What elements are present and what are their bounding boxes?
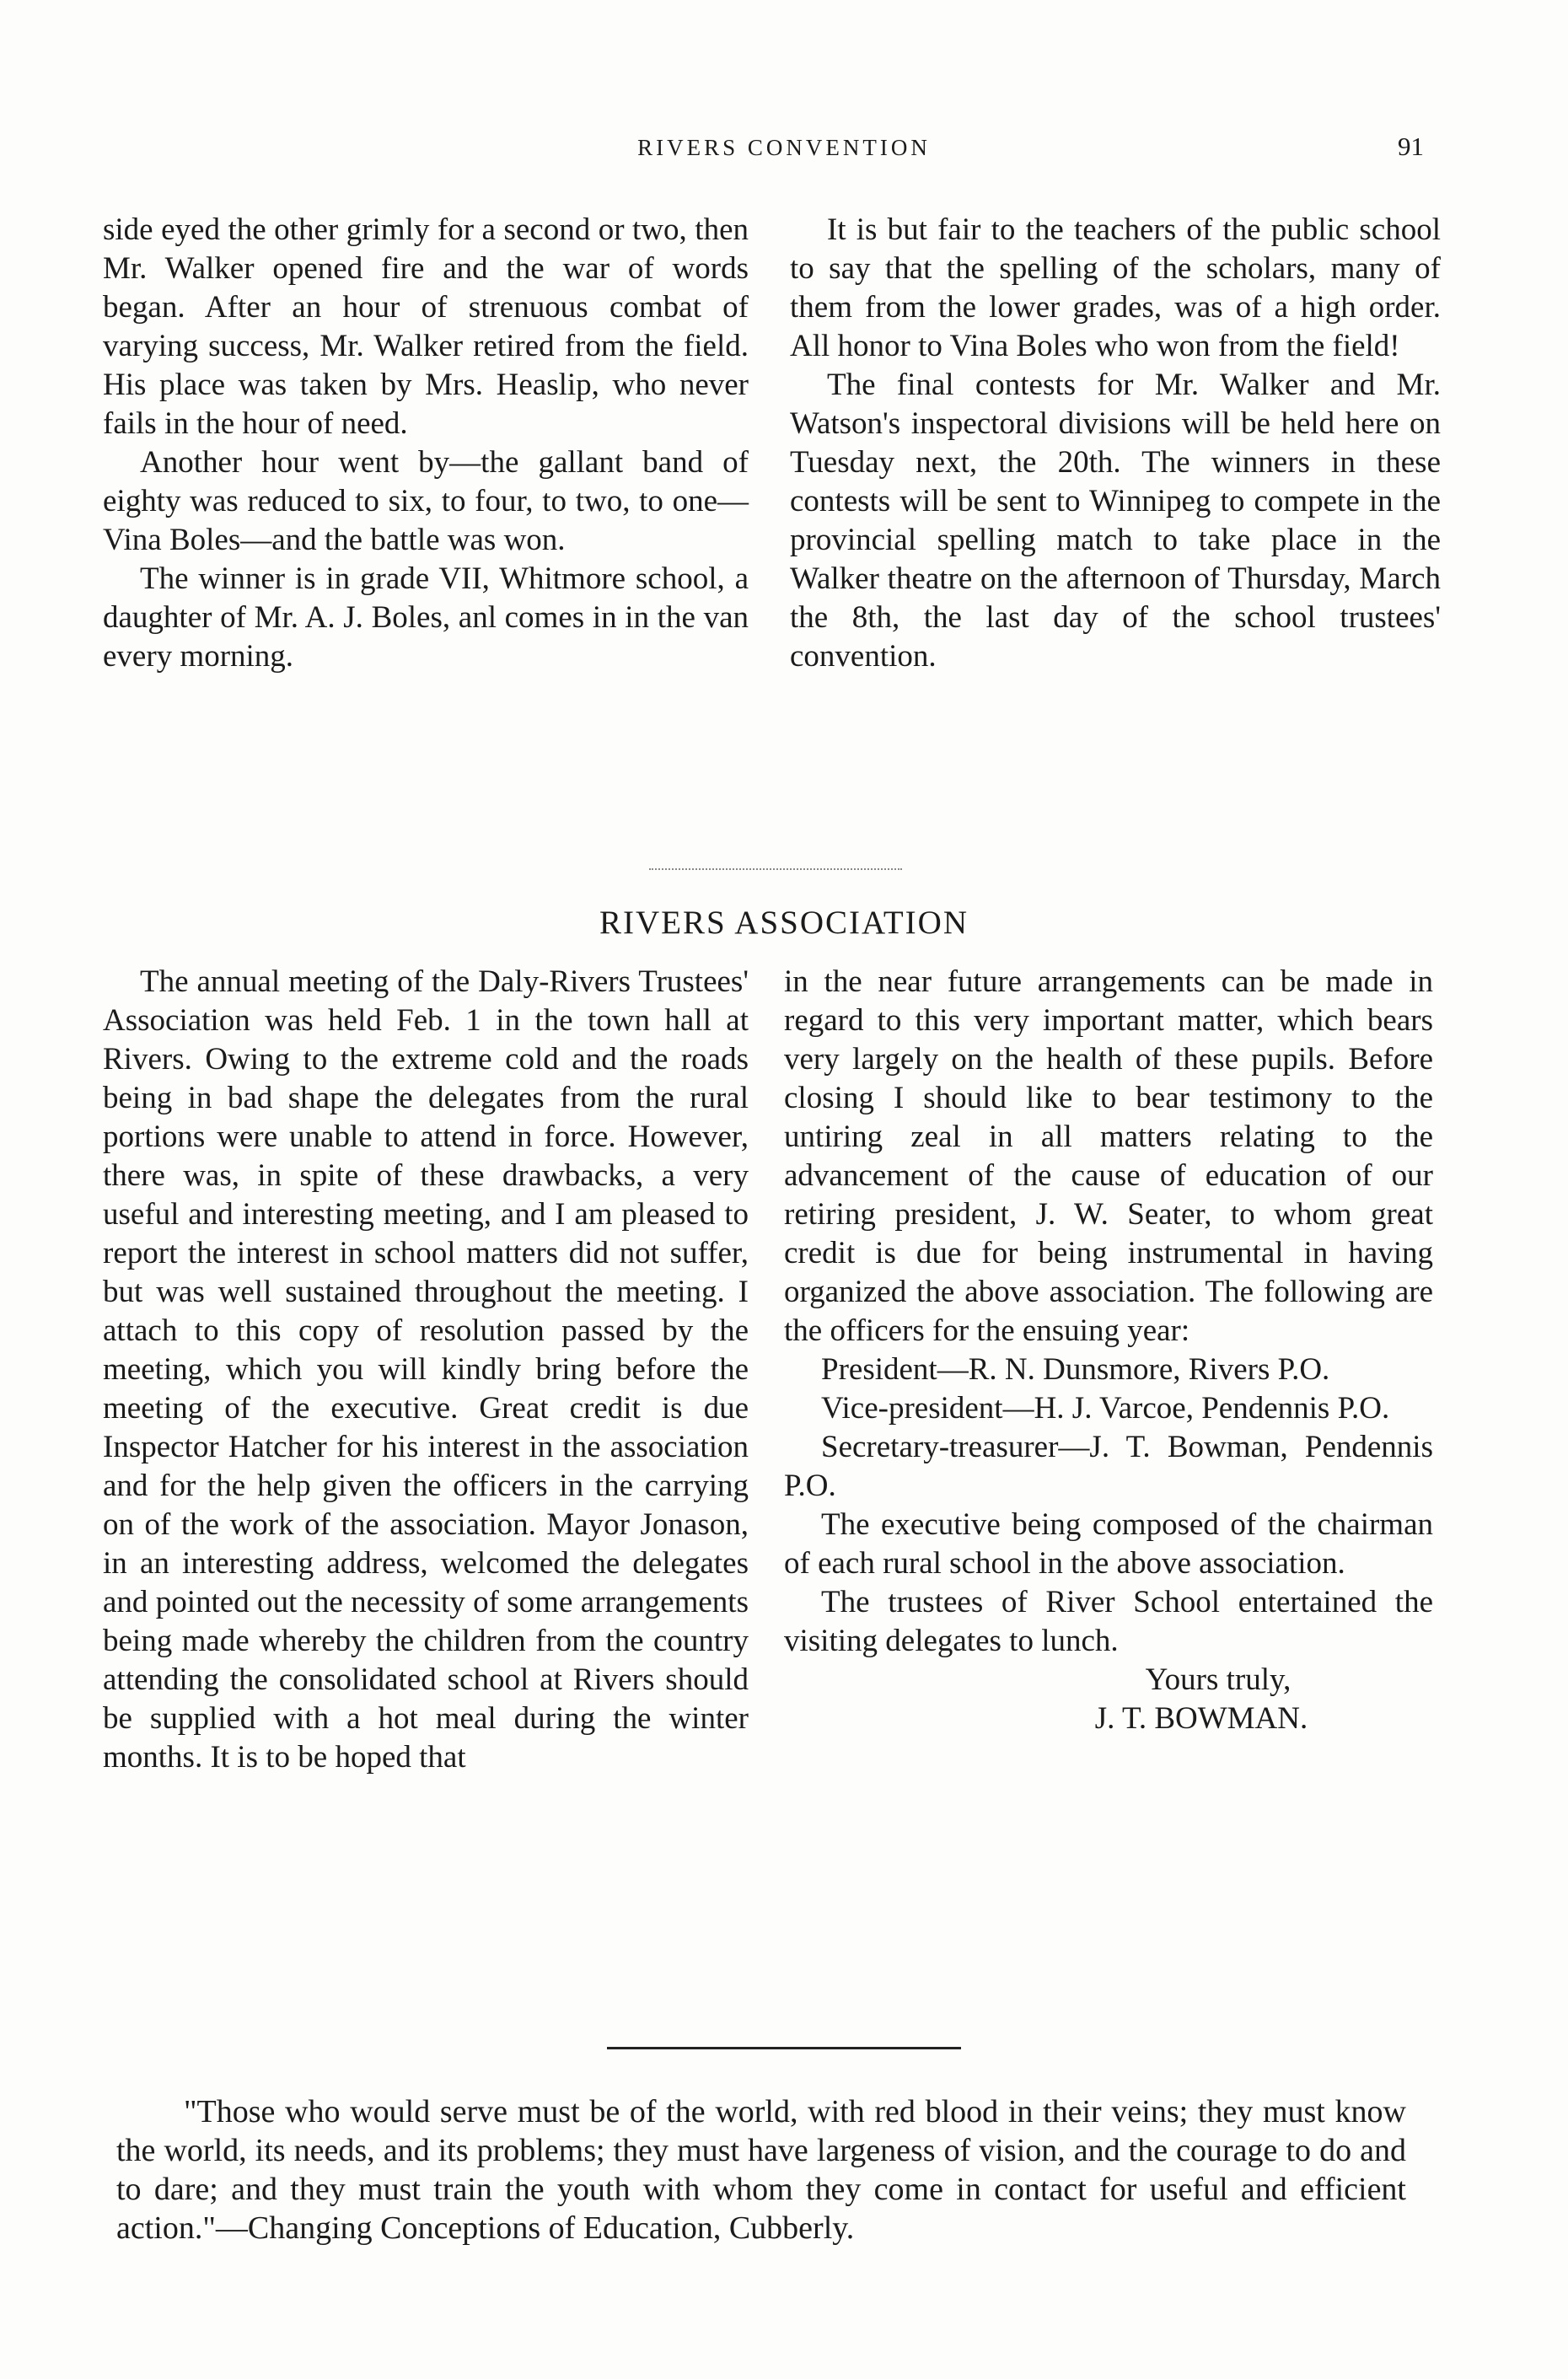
signoff: Yours truly, [1145, 1662, 1291, 1697]
closing-quote [116, 2092, 1406, 2247]
officer-entry: President—R. N. Dunsmore, Rivers P.O. [821, 1352, 1330, 1387]
officer-entry: Vice-president—H. J. Varcoe, Pendennis P.O. [821, 1391, 1390, 1426]
signature: J. T. BOWMAN. [1094, 1701, 1308, 1736]
spelling-article-right-column [790, 211, 1441, 676]
paragraph: The trustees of River School entertained the visiting delegates to lunch. [784, 1585, 1433, 1658]
paragraph: Another hour went by—the gallant band of eighty was reduced to six, to four, to two, to one—Vina Boles—and the battle was won. [103, 445, 749, 557]
paragraph: The executive being composed of the chairman of each rural school in the above association. [784, 1507, 1433, 1581]
association-article-right-column [784, 963, 1433, 1738]
officer-entry: Secretary-treasurer—J. T. Bowman, Pendennis P.O. [784, 1430, 1433, 1503]
article-title: RIVERS ASSOCIATION [599, 905, 969, 941]
quote-divider [607, 2047, 961, 2049]
quote-text: "Those who would serve must be of the world, with red blood in their veins; they must know the world, its needs, and its problems; they must have largeness of vision, and the courage to do and to dare; and they must train the youth with whom they come in contact for useful and efficient action."—Changing Conceptions of Education, Cubberly. [116, 2094, 1406, 2246]
paragraph: The annual meeting of the Daly-Rivers Trustees' Association was held Feb. 1 in the town hall at Rivers. Owing to the extreme cold and the roads being in bad shape the delegates from the rural portions were unable to attend in force. However, there was, in spite of these drawbacks, a very useful and interesting meeting, and I am pleased to report the interest in school matters did not suffer, but was well sustained throughout the meeting. I attach to this copy of resolution passed by the meeting, which you will kindly bring before the meeting of the executive. Great credit is due Inspector Hatcher for his interest in the association and for the help given the officers in the carrying on of the work of the association. Mayor Jonason, in an interesting address, welcomed the delegates and pointed out the necessity of some arrangements being made whereby the children from the country attending the consolidated school at Rivers should be supplied with a hot meal during the winter months. It is to be hoped that [103, 964, 749, 1775]
page-number: 91 [1398, 132, 1424, 161]
paragraph: in the near future arrangements can be made in regard to this very important matter, which bears very largely on the health of these pupils. Before closing I should like to bear testimony to the untiring zeal in all matters relating to the advancement of the cause of education of our retiring president, J. W. Seater, to whom great credit is due for being instrumental in having organized the above association. The following are the officers for the ensuing year: [784, 964, 1433, 1348]
spelling-article-left-column [103, 211, 749, 676]
paragraph: side eyed the other grimly for a second or two, then Mr. Walker opened fire and the war of words began. After an hour of strenuous combat of varying success, Mr. Walker retired from the field. His place was taken by Mrs. Heaslip, who never fails in the hour of need. [103, 212, 749, 441]
running-title: RIVERS CONVENTION [637, 135, 931, 160]
paragraph: The winner is in grade VII, Whitmore school, a daughter of Mr. A. J. Boles, anl comes in in the van every morning. [103, 561, 749, 674]
association-article-left-column [103, 963, 749, 1777]
section-divider [649, 868, 902, 870]
paragraph: The final contests for Mr. Walker and Mr. Watson's inspectoral divisions will be held here on Tuesday next, the 20th. The winners in these contests will be sent to Winnipeg to compete in the provincial spelling match to take place in the Walker theatre on the afternoon of Thursday, March the 8th, the last day of the school trustees' convention. [790, 368, 1441, 674]
paragraph: It is but fair to the teachers of the public school to say that the spelling of the scholars, many of them from the lower grades, was of a high order. All honor to Vina Boles who won from the field! [790, 212, 1441, 363]
